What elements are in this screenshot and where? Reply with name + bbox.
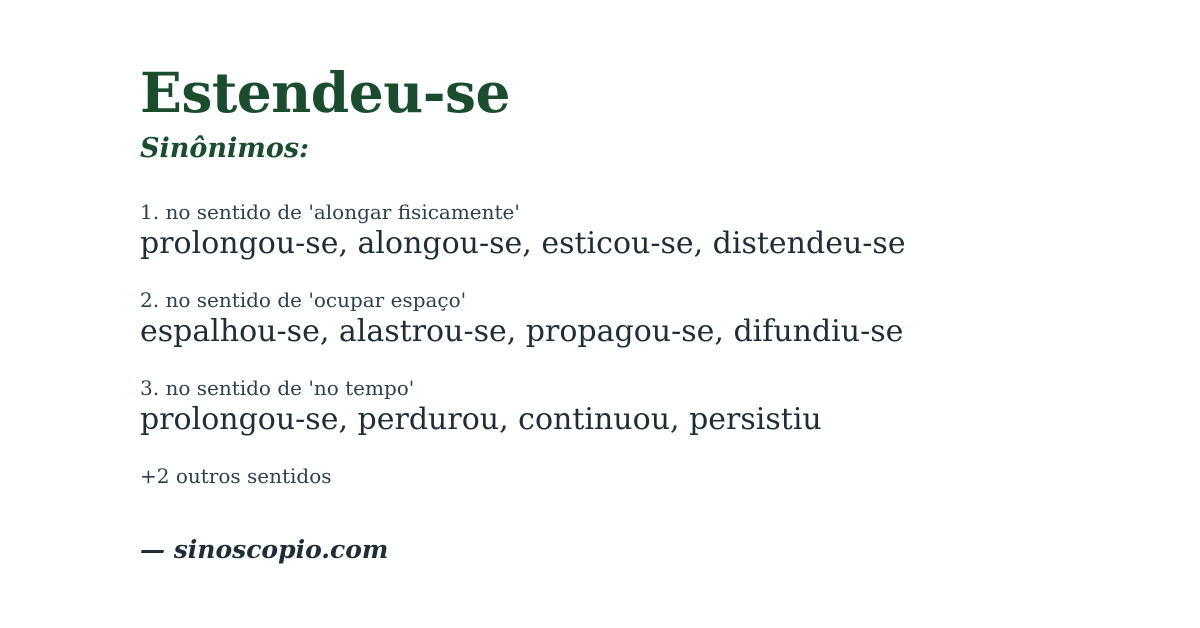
sense-block-2 (140, 288, 1160, 350)
senses-list (140, 200, 1160, 438)
more-senses-note: +2 outros sentidos (140, 464, 332, 488)
sense-label: 2. no sentido de 'ocupar espaço' (140, 288, 467, 312)
sense-label: 1. no sentido de 'alongar fisicamente' (140, 200, 520, 224)
sense-label: 3. no sentido de 'no tempo' (140, 376, 415, 400)
sense-block-3 (140, 376, 1160, 438)
sense-synonyms: prolongou-se, perdurou, continuou, persistiu (140, 402, 822, 437)
sense-synonyms: espalhou-se, alastrou-se, propagou-se, difundiu-se (140, 314, 904, 349)
source-attribution: — sinoscopio.com (140, 535, 389, 564)
synonyms-heading: Sinônimos: (140, 133, 310, 164)
sense-block-1 (140, 200, 1160, 262)
page-title: Estendeu-se (140, 60, 510, 125)
sense-synonyms: prolongou-se, alongou-se, esticou-se, distendeu-se (140, 226, 906, 261)
